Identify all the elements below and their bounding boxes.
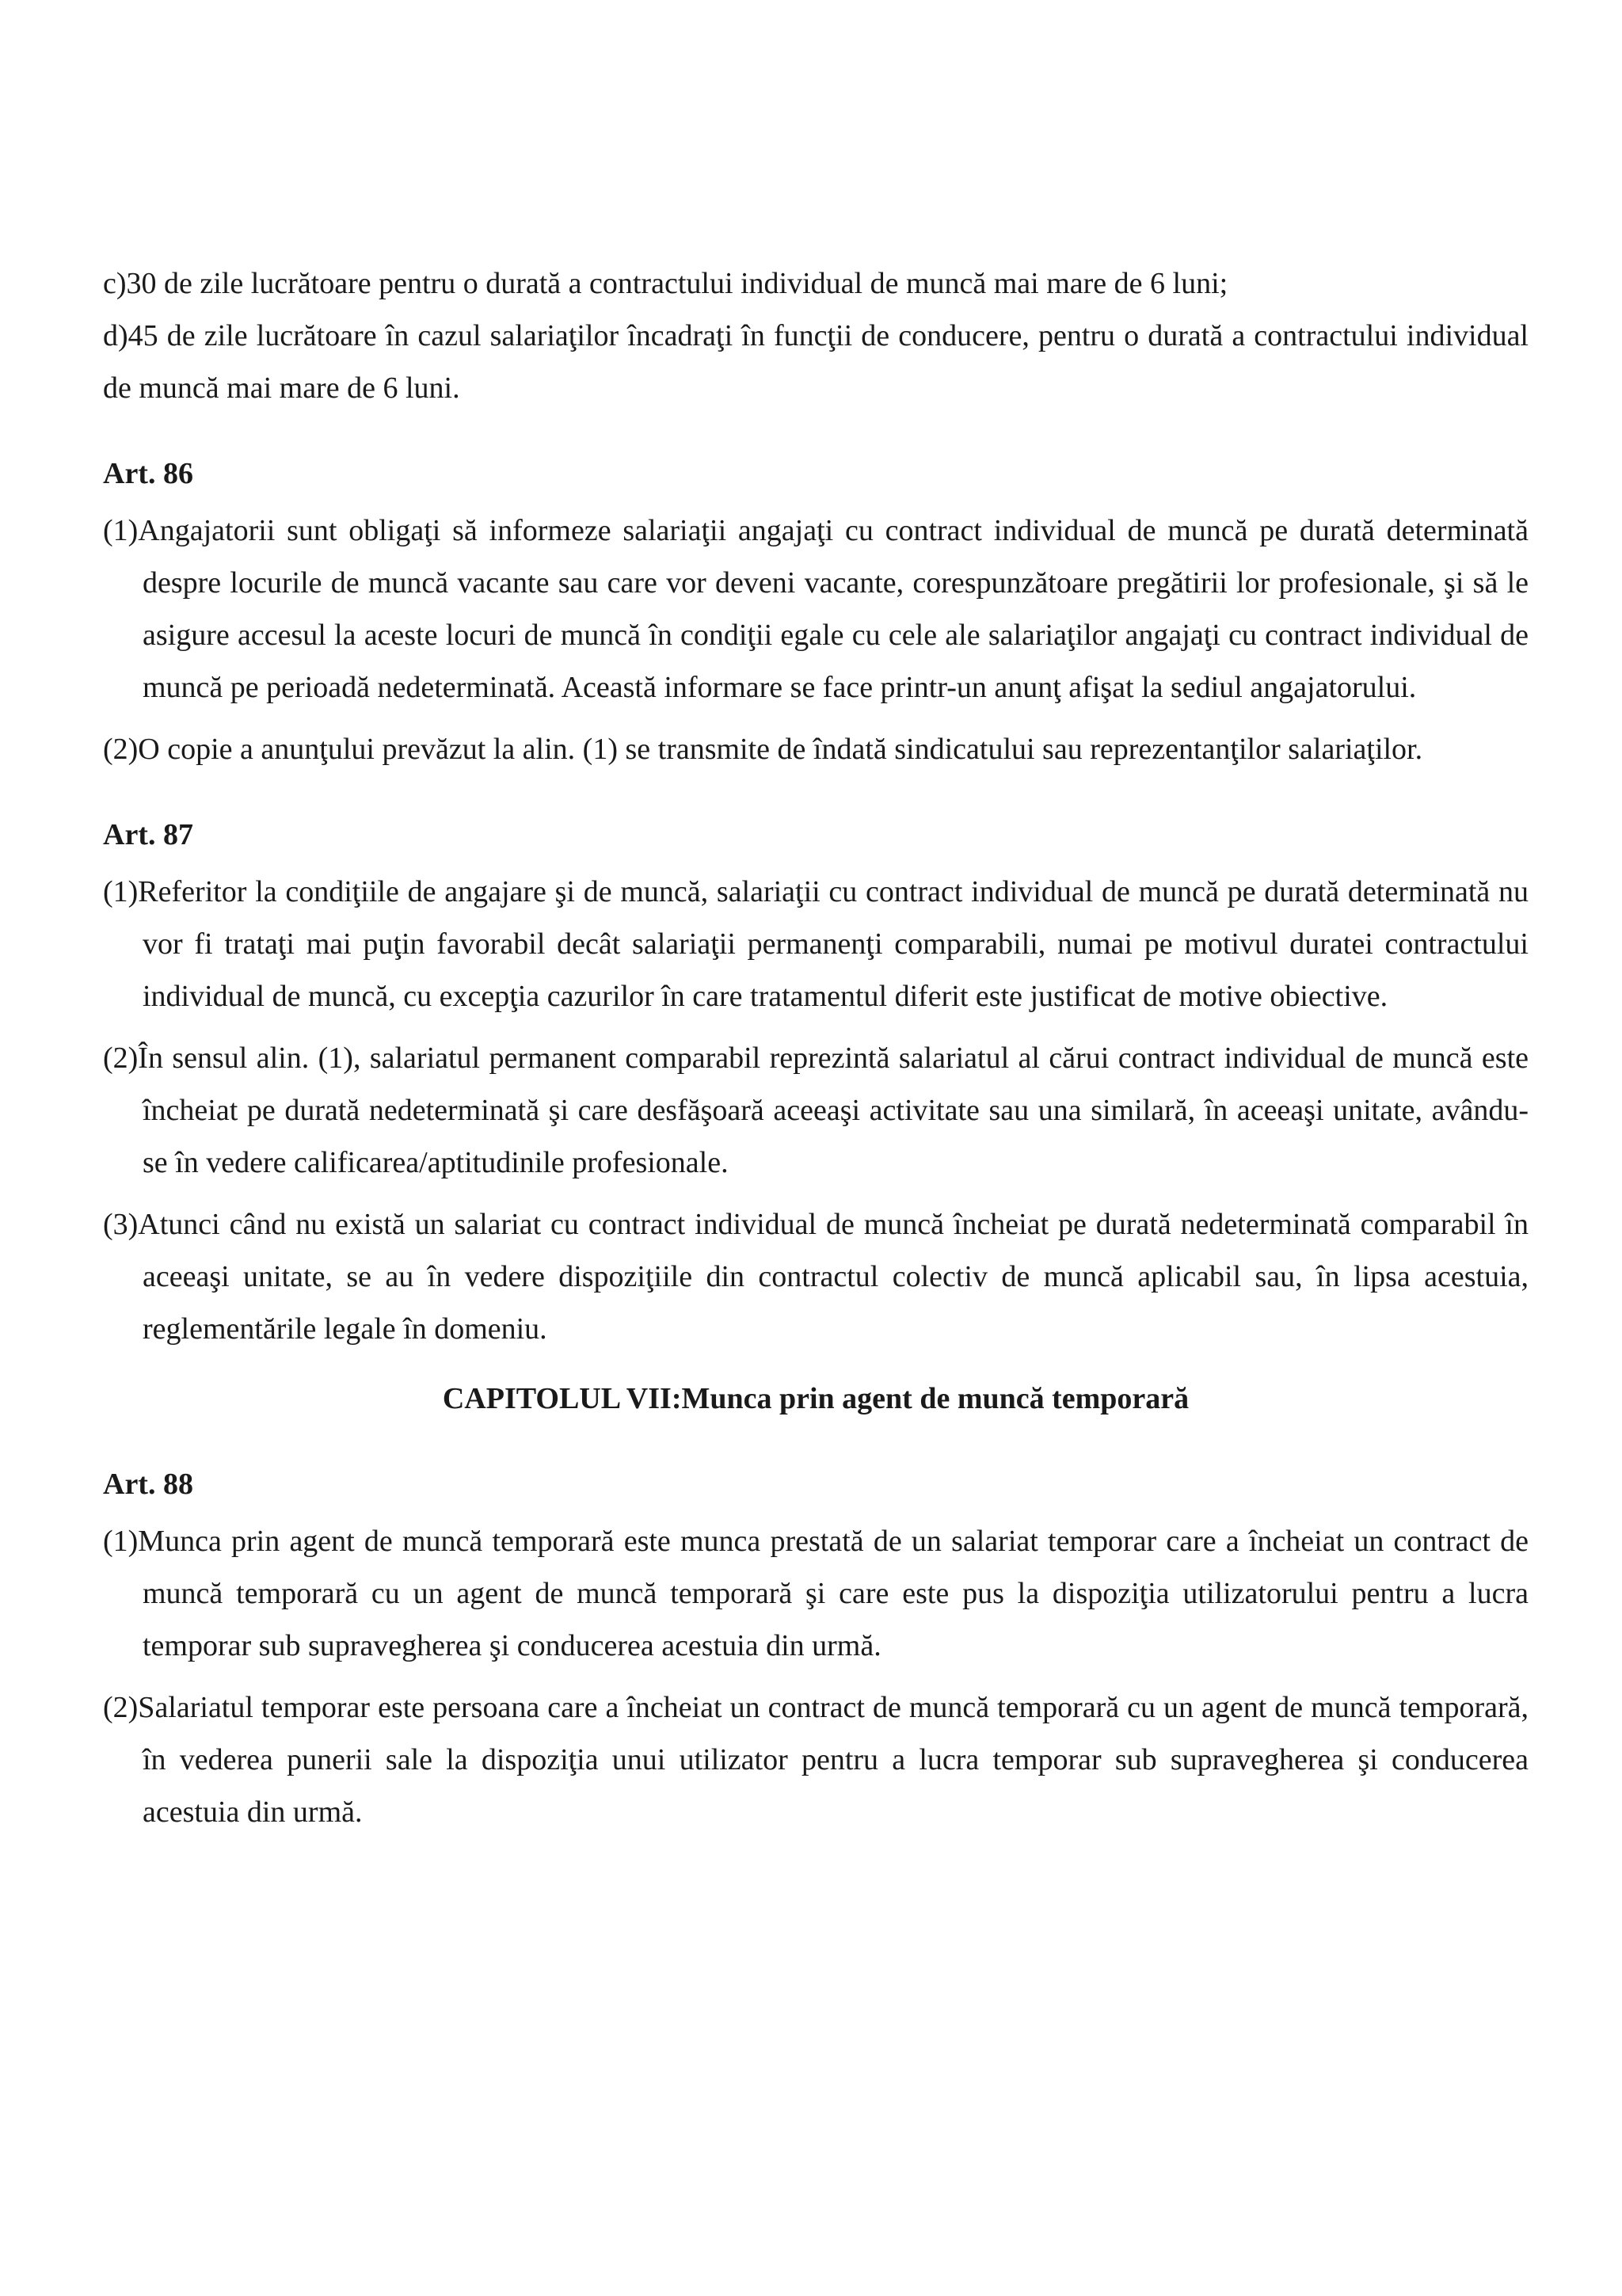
article-87-paragraph-2: (2)În sensul alin. (1), salariatul permanent comparabil reprezintă salariatul al cărui contract individual de muncă este încheiat pe durată nedeterminată şi care desfăşoară aceeaşi activitate sau una similară, în aceeaşi unitate, avându-se în vedere calificarea/aptitudinile profesionale. xyxy=(103,1041,1529,1179)
article-86-paragraph-2: (2)O copie a anunţului prevăzut la alin. (1) se transmite de îndată sindicatului sau reprezentanţilor salariaţilor. xyxy=(103,733,1423,766)
article-87-heading: Art. 87 xyxy=(103,818,193,851)
list-item-c: c)30 de zile lucrătoare pentru o durată a contractului individual de muncă mai mare de 6 luni; xyxy=(103,267,1228,300)
article-88-heading: Art. 88 xyxy=(103,1468,193,1501)
article-87-paragraph-1: (1)Referitor la condiţiile de angajare şi de muncă, salariaţii cu contract individual de muncă pe durată determinată nu vor fi trataţi mai puţin favorabil decât salariaţii permanenţi comparabili, numai pe motivul duratei contractului individual de muncă, cu excepţia cazurilor în care tratamentul diferit este justificat de motive obiective. xyxy=(103,875,1529,1013)
article-87-paragraph-3: (3)Atunci când nu există un salariat cu contract individual de muncă încheiat pe durată nedeterminată comparabil în aceeaşi unitate, se au în vedere dispoziţiile din contractul colectiv de muncă aplicabil sau, în lipsa acestuia, reglementările legale în domeniu. xyxy=(103,1208,1529,1346)
article-88-paragraph-1: (1)Munca prin agent de muncă temporară este munca prestată de un salariat temporar care a încheiat un contract de muncă temporară cu un agent de muncă temporară şi care este pus la dispoziţia utilizatorului pentru a lucra temporar sub supravegherea şi conducerea acestuia din urmă. xyxy=(103,1525,1529,1662)
document-page xyxy=(103,257,1529,1848)
article-86-paragraph-1: (1)Angajatorii sunt obligaţi să informeze salariaţii angajaţi cu contract individual de muncă pe durată determinată despre locurile de muncă vacante sau care vor deveni vacante, corespunzătoare pregătirii lor profesionale, şi să le asigure accesul la aceste locuri de muncă în condiţii egale cu cele ale salariaţilor angajaţi cu contract individual de muncă pe perioadă nedeterminată. Această informare se face printr-un anunţ afişat la sediul angajatorului. xyxy=(103,514,1529,704)
list-item-d: d)45 de zile lucrătoare în cazul salariaţilor încadraţi în funcţii de conducere, pentru o durată a contractului individual de muncă mai mare de 6 luni. xyxy=(103,319,1529,405)
article-86-heading: Art. 86 xyxy=(103,457,193,490)
article-88-paragraph-2: (2)Salariatul temporar este persoana care a încheiat un contract de muncă temporară cu un agent de muncă temporară, în vederea punerii sale la dispoziţia unui utilizator pentru a lucra temporar sub supravegherea şi conducerea acestuia din urmă. xyxy=(103,1691,1529,1829)
chapter-title: CAPITOLUL VII:Munca prin agent de muncă temporară xyxy=(442,1382,1190,1415)
